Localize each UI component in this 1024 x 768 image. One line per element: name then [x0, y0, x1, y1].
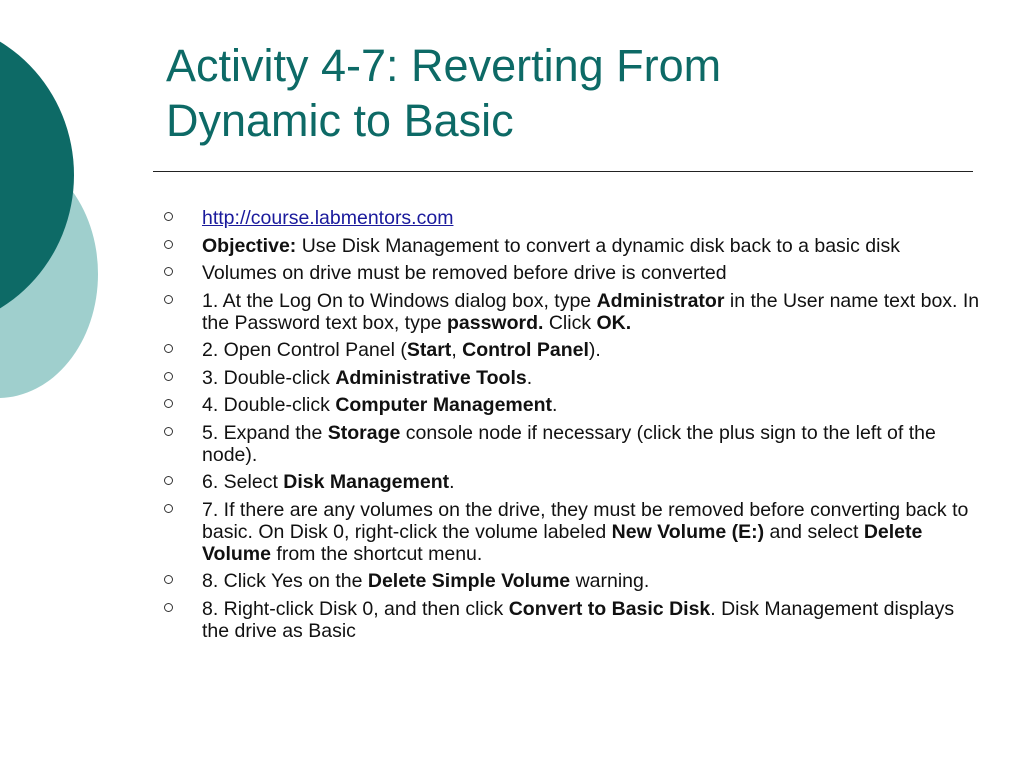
title-line-1: Activity 4-7: Reverting From [166, 40, 722, 91]
hollow-circle-bullet-icon [164, 575, 173, 584]
bullet-text: 6. Select [202, 471, 284, 493]
bullet-text: 3. Double-click [202, 366, 336, 389]
bullet-text: . Disk Management displays the drive as Basic [202, 597, 955, 642]
bullet-text: from the shortcut menu. [270, 542, 483, 565]
hollow-circle-bullet-icon [164, 240, 173, 249]
bullet-text: and select [764, 520, 864, 543]
hollow-circle-bullet-icon [164, 476, 173, 485]
bold-text: Administrator [596, 289, 725, 312]
bold-text: Delete Simple Volume [367, 570, 571, 592]
bullet-item-url [160, 207, 980, 229]
hollow-circle-bullet-icon [164, 399, 173, 408]
bullet-item-step-5 [160, 422, 980, 466]
bold-text: OK. [596, 311, 632, 334]
bullet-item-step-3 [160, 367, 980, 389]
bullet-text: . [526, 366, 533, 389]
bullet-text: Click [543, 311, 597, 334]
bullet-text: ). [588, 339, 601, 361]
slide-title [166, 38, 966, 148]
bullet-text: console node if necessary (click the plus sign to the left of the node). [202, 421, 936, 466]
bold-text: Storage [327, 421, 401, 444]
bullet-item-step-7 [160, 499, 980, 565]
bold-text: Control Panel [462, 339, 589, 361]
bullet-item-step-2 [160, 339, 980, 361]
bullet-text: 4. Double-click [202, 394, 336, 416]
bullet-item-objective [160, 235, 980, 257]
bullet-text: 1. At the Log On to Windows dialog box, type [202, 289, 597, 312]
bullet-item-step-1 [160, 290, 980, 334]
bullet-text: Use Disk Management to convert a dynamic disk back to a basic disk [296, 234, 900, 257]
hollow-circle-bullet-icon [164, 344, 173, 353]
hollow-circle-bullet-icon [164, 267, 173, 276]
bullet-list [160, 207, 980, 647]
bullet-item-step-8b [160, 598, 980, 642]
bullet-text: in the User name text box. In the Password text box, type [202, 289, 980, 334]
bullet-text: 8. Right-click Disk 0, and then click [202, 597, 509, 620]
hollow-circle-bullet-icon [164, 372, 173, 381]
bullet-text: 5. Expand the [202, 421, 328, 444]
bullet-item-volumes [160, 262, 980, 284]
bold-text: Delete Volume [202, 520, 923, 565]
bold-text: Objective: [202, 234, 297, 257]
hollow-circle-bullet-icon [164, 212, 173, 221]
hollow-circle-bullet-icon [164, 504, 173, 513]
bold-text: Convert to Basic Disk [508, 597, 711, 620]
hollow-circle-bullet-icon [164, 427, 173, 436]
title-divider [153, 171, 973, 172]
bullet-text: Volumes on drive must be removed before drive is converted [202, 262, 727, 284]
bold-text: password. [446, 311, 544, 334]
bold-text: New Volume (E:) [611, 520, 765, 543]
bold-text: Computer Management [335, 394, 553, 416]
bullet-text: . [449, 471, 455, 493]
bullet-text: 8. Click Yes on the [202, 570, 368, 592]
bullet-text: warning. [570, 570, 650, 592]
bold-text: Administrative Tools [335, 366, 527, 389]
bold-text: Disk Management [283, 471, 450, 493]
bullet-item-step-8a [160, 570, 980, 592]
bullet-item-step-4 [160, 394, 980, 416]
title-line-2: Dynamic to Basic [166, 95, 514, 146]
bullet-text: 2. Open Control Panel ( [202, 339, 407, 361]
hollow-circle-bullet-icon [164, 295, 173, 304]
bold-text: Start [406, 339, 452, 361]
course-link[interactable]: http://course.labmentors.com [202, 207, 454, 229]
bullet-text: 7. If there are any volumes on the drive, they must be removed before converting back to basic. On Disk 0, right-click the volume labeled [202, 498, 969, 543]
bullet-text: , [451, 339, 463, 361]
hollow-circle-bullet-icon [164, 603, 173, 612]
bullet-text: . [552, 394, 558, 416]
bullet-item-step-6 [160, 471, 980, 493]
